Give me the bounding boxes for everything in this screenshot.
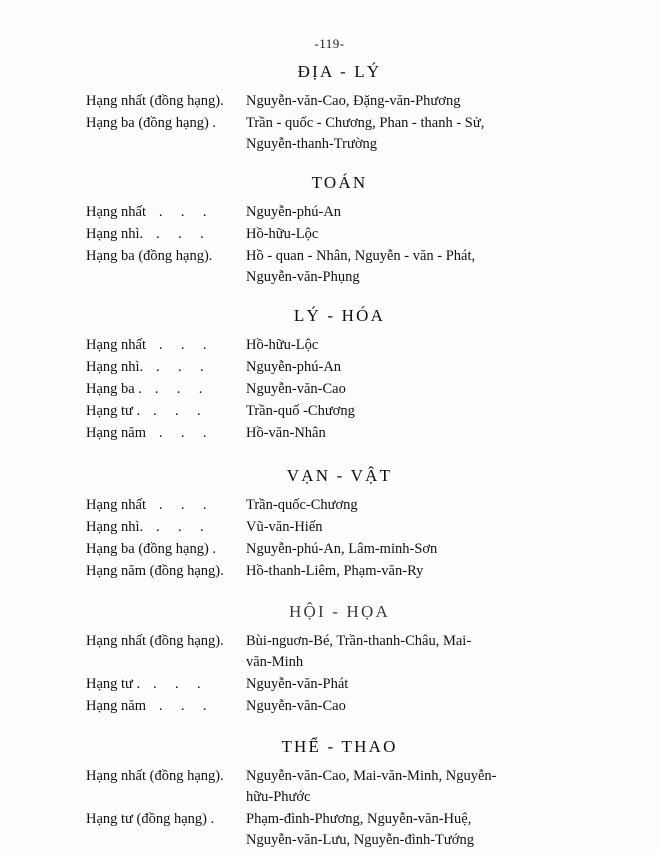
names-cell [246,202,659,223]
names-line: Nguyễn-văn-Cao, Đặng-văn-Phương [246,93,461,109]
rank-label [86,674,246,695]
rank-label: Hạng nhất (đồng hạng). [86,768,224,784]
section-the-thao [0,737,659,851]
names-cell [246,539,659,560]
names-cell [246,517,659,538]
dot-leaders: . . . [158,337,207,353]
section-toan [0,173,659,288]
section-dia-ly [0,62,659,155]
rank-text: Hạng năm [86,698,146,714]
dot-leaders: . . . [158,425,207,441]
rank-label [86,357,246,378]
names-line: Hồ-văn-Nhân [246,425,326,441]
result-row [0,809,659,851]
names-line: Vũ-văn-Hiến [246,519,323,535]
names-cell [246,357,659,378]
result-rows-dia-ly [0,91,659,155]
result-row [0,113,659,155]
rank-label [86,401,246,422]
result-row [0,335,659,356]
names-line: Hồ-hữu-Lộc [246,226,319,242]
names-line: Hồ-hữu-Lộc [246,337,319,353]
names-line: Nguyễn-văn-Cao, Mai-văn-Minh, Nguyễn- [246,768,497,784]
page-number: -119- [314,36,345,51]
result-row [0,401,659,422]
names-line: Trần - quốc - Chương, Phan - thanh - Sử, [246,115,485,131]
names-cell [246,809,659,851]
result-row [0,379,659,400]
names-cell [246,113,659,155]
section-ly-hoa [0,306,659,444]
result-row [0,224,659,245]
rank-text: Hạng tư . [86,676,141,692]
names-line: Nguyễn-văn-Phát [246,676,349,692]
names-line: Nguyễn-văn-Cao [246,698,346,714]
names-line: Nguyễn-phú-An, Lâm-minh-Sơn [246,541,438,557]
names-line: Nguyễn-phú-An [246,359,342,375]
section-heading-ly-hoa: LÝ - HÓA [293,306,386,325]
result-row [0,202,659,223]
rank-label: Hạng tư (đồng hạng) . [86,811,215,827]
names-cell [246,335,659,356]
result-row [0,517,659,538]
names-line: Hồ-thanh-Liêm, Phạm-văn-Ry [246,563,424,579]
dot-leaders: . . . [156,226,204,242]
rank-label: Hạng ba (đồng hạng) . [86,115,217,131]
names-line-continued: văn-Minh [246,654,304,670]
result-row [0,495,659,516]
result-row [0,423,659,444]
section-van-vat [0,466,659,582]
result-row [0,357,659,378]
names-line: Phạm-đình-Phương, Nguyễn-văn-Huệ, [246,811,472,827]
dot-leaders: . . . [158,698,207,714]
rank-text: Hạng năm [86,425,146,441]
result-rows-the-thao [0,766,659,851]
dot-leaders: . . . [154,381,203,397]
dot-leaders: . . . [152,403,201,419]
rank-text: Hạng nhất [86,204,146,220]
names-cell [246,379,659,400]
result-row [0,561,659,582]
names-cell [246,631,659,673]
rank-text: Hạng nhì. [86,359,144,375]
result-row [0,696,659,717]
names-cell [246,91,659,112]
rank-label: Hạng nhất (đồng hạng). [86,633,224,649]
names-line-continued: Nguyễn-văn-Phụng [246,269,360,285]
names-cell [246,224,659,245]
names-cell [246,561,659,582]
result-rows-toan [0,202,659,288]
rank-text: Hạng nhất [86,337,146,353]
result-rows-van-vat [0,495,659,582]
names-cell [246,766,659,808]
dot-leaders: . . . [152,676,201,692]
names-cell [246,495,659,516]
result-row [0,91,659,112]
rank-label [86,696,246,717]
section-heading-toan: TOÁN [311,173,368,192]
names-line: Nguyễn-văn-Cao [246,381,346,397]
names-cell [246,696,659,717]
names-cell [246,674,659,695]
names-line-continued: Nguyễn-văn-Lưu, Nguyễn-đình-Tướng [246,832,474,848]
rank-label [86,517,246,538]
dot-leaders: . . . [158,204,207,220]
rank-label [86,423,246,444]
section-heading-van-vat: VẠN - VẬT [286,466,393,485]
section-heading-hoi-hoa: HỘI - HỌA [288,602,390,621]
rank-label: Hạng ba (đồng hạng). [86,248,213,264]
result-row [0,539,659,560]
names-cell [246,246,659,288]
names-line-continued: Nguyễn-thanh-Trường [246,136,377,152]
names-line: Bùi-nguơn-Bé, Trần-thanh-Châu, Mai- [246,633,472,649]
result-row [0,246,659,288]
result-rows-hoi-hoa [0,631,659,717]
result-rows-ly-hoa [0,335,659,444]
names-cell [246,423,659,444]
result-row [0,674,659,695]
section-heading-the-thao: THỂ - THAO [281,737,398,756]
rank-label [86,202,246,223]
rank-text: Hạng nhất [86,497,146,513]
result-row [0,766,659,808]
names-line: Trần-quố -Chương [246,403,355,419]
rank-label: Hạng ba (đồng hạng) . [86,541,217,557]
names-line: Nguyễn-phú-An [246,204,342,220]
rank-text: Hạng tư . [86,403,141,419]
rank-label: Hạng nhất (đồng hạng). [86,93,224,109]
names-line-continued: hữu-Phước [246,789,311,805]
rank-label: Hạng năm (đồng hạng). [86,563,224,579]
rank-label [86,335,246,356]
rank-text: Hạng ba . [86,381,142,397]
dot-leaders: . . . [156,519,204,535]
dot-leaders: . . . [156,359,204,375]
page-content [0,62,659,851]
result-row [0,631,659,673]
rank-text: Hạng nhì. [86,519,144,535]
section-hoi-hoa [0,602,659,717]
rank-label [86,495,246,516]
rank-text: Hạng nhì. [86,226,144,242]
section-heading-dia-ly: ĐỊA - LÝ [297,62,382,81]
names-cell [246,401,659,422]
dot-leaders: . . . [158,497,207,513]
names-line: Hồ - quan - Nhân, Nguyễn - văn - Phát, [246,248,476,264]
names-line: Trần-quốc-Chương [246,497,358,513]
rank-label [86,224,246,245]
rank-label [86,379,246,400]
